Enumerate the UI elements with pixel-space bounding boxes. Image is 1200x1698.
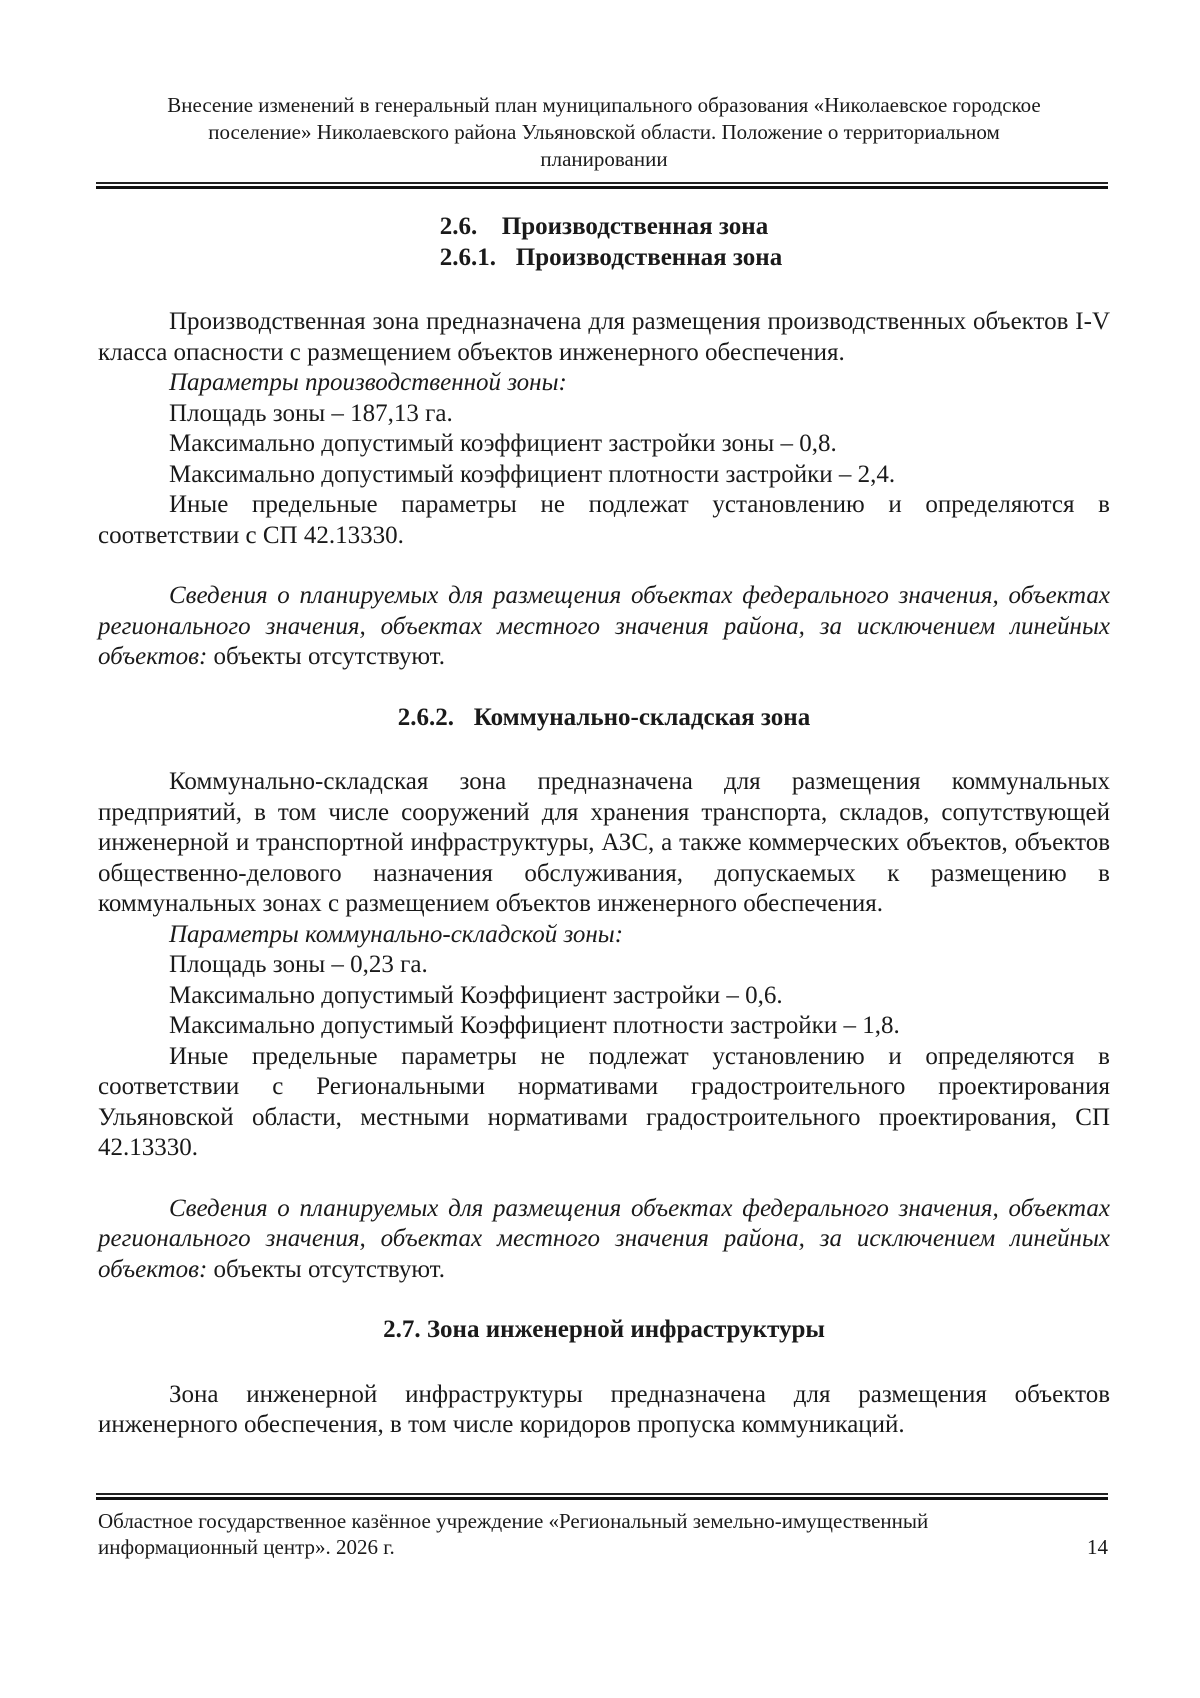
paragraph: Зона инженерной инфраструктуры предназначена для размещения объектов инженерного обеспечения, в том числе коридоров пропуска коммуникаций. (98, 1380, 1110, 1438)
paragraph: Производственная зона предназначена для размещения производственных объектов I-V класса опасности с размещением объектов инженерного обеспечения. (98, 308, 1110, 366)
info-plain: объекты отсутствуют. (207, 1255, 445, 1283)
param-area: Площадь зоны – 187,13 га. (169, 399, 453, 427)
param-coef-build: Максимально допустимый коэффициент застройки зоны – 0,8. (169, 430, 837, 457)
section-number: 2.6.2. (397, 703, 455, 731)
section-number: 2.6.1. (439, 243, 497, 271)
paragraph: Коммунально-складская зона предназначена для размещения коммунальных предприятий, в том числе сооружений для хранения транспорта, складов, сопутствующей инженерной и транспортной инфраструктуры, АЗС, а также коммерческих объектов, объектов общественно-делового назначения обслуживания, допускаемых к размещению в коммунальных зонах с размещением объектов инженерного обеспечения. (98, 768, 1110, 917)
section-2-6-1-heading (112, 243, 1110, 274)
section-title: Коммунально-складская зона (473, 703, 811, 731)
info-plain: объекты отсутствуют. (207, 643, 445, 670)
section-title: Производственная зона (515, 243, 783, 271)
section-2-6-heading (98, 212, 1110, 243)
footer-divider (96, 1493, 1108, 1500)
section-number: 2.6. (439, 213, 478, 240)
header-divider (96, 182, 1108, 189)
param-coef-build: Максимально допустимый Коэффициент застройки – 0,6. (169, 981, 783, 1009)
footer-line-2: информационный центр». 2026 г. (98, 1535, 395, 1559)
document-header (98, 92, 1110, 173)
footer-line-1: Областное государственное казённое учреждение «Региональный земельно-имущественный (98, 1509, 929, 1533)
section-2-6-2-heading (98, 703, 1110, 734)
document-body (98, 212, 1110, 1441)
document-footer (98, 1508, 1110, 1560)
paragraph: Иные предельные параметры не подлежат установлению и определяются в соответствии с Региональными нормативами градостроительного проектирования Ульяновской области, местными нормативами градостроительного проектирования, СП 42.13330. (98, 1042, 1110, 1161)
param-area: Площадь зоны – 0,23 га. (169, 951, 428, 978)
header-line-2: поселение» Николаевского района Ульяновской области. Положение о территориальном (208, 120, 1000, 144)
params-label: Параметры производственной зоны: (169, 369, 567, 396)
header-line-3: планировании (540, 147, 668, 171)
info-paragraph (98, 581, 1110, 673)
section-2-7-heading: 2.7. Зона инженерной инфраструктуры (383, 1316, 825, 1343)
section-title: Производственная зона (501, 213, 769, 240)
param-coef-density: Максимально допустимый коэффициент плотности застройки – 2,4. (169, 460, 896, 488)
param-coef-density: Максимально допустимый Коэффициент плотности застройки – 1,8. (169, 1012, 900, 1039)
params-label: Параметры коммунально-складской зоны: (169, 920, 624, 948)
page-number: 14 (1087, 1535, 1108, 1559)
paragraph: Иные предельные параметры не подлежат установлению и определяются в соответствии с СП 42.13330. (98, 491, 1110, 549)
info-paragraph (98, 1194, 1110, 1286)
info-italic: Сведения о планируемых для размещения объектах федерального значения, объектах регионального значения, объектах местного значения района, за исключением линейных объектов: (98, 1194, 1110, 1283)
header-line-1: Внесение изменений в генеральный план муниципального образования «Николаевское городское (167, 93, 1041, 117)
info-italic: Сведения о планируемых для размещения объектах федерального значения, объектах регионального значения, объектах местного значения района, за исключением линейных объектов: (98, 582, 1110, 670)
